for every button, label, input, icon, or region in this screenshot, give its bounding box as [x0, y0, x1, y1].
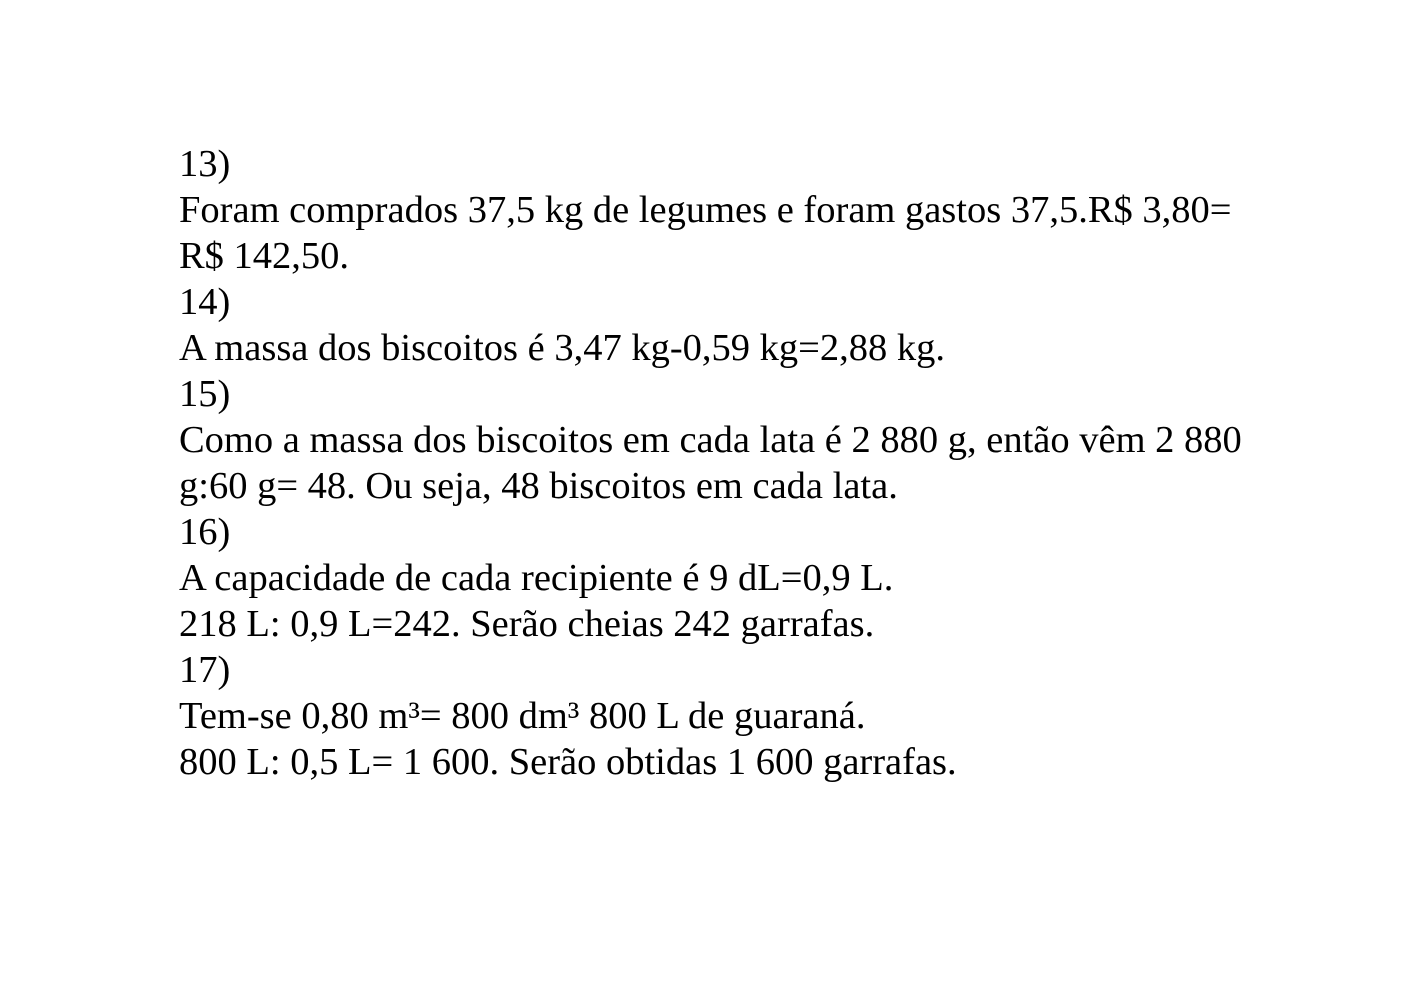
answer-13	[179, 141, 1329, 279]
answer-list	[179, 141, 1329, 785]
answer-number: 14)	[179, 281, 231, 323]
answer-text-line: 800 L: 0,5 L= 1 600. Serão obtidas 1 600 garrafas.	[179, 741, 957, 783]
answer-text-line: 218 L: 0,9 L=242. Serão cheias 242 garrafas.	[179, 603, 875, 645]
answer-number: 13)	[179, 143, 231, 185]
answer-number: 15)	[179, 373, 231, 415]
answer-number: 17)	[179, 649, 231, 691]
answer-text-line: Como a massa dos biscoitos em cada lata é 2 880 g, então vêm 2 880	[179, 419, 1242, 461]
answer-15	[179, 371, 1329, 509]
answer-text-line: g:60 g= 48. Ou seja, 48 biscoitos em cada lata.	[179, 465, 898, 507]
answer-number: 16)	[179, 511, 231, 553]
answer-text-line: Foram comprados 37,5 kg de legumes e foram gastos 37,5.R$ 3,80=	[179, 189, 1232, 231]
answer-17	[179, 647, 1329, 785]
answer-text-line: R$ 142,50.	[179, 235, 350, 277]
answer-text-line: A capacidade de cada recipiente é 9 dL=0,9 L.	[179, 557, 894, 599]
answer-16	[179, 509, 1329, 647]
answer-text-line: A massa dos biscoitos é 3,47 kg-0,59 kg=2,88 kg.	[179, 327, 946, 369]
answer-14	[179, 279, 1329, 371]
answer-text-line: Tem-se 0,80 m³= 800 dm³ 800 L de guaraná.	[179, 695, 866, 737]
